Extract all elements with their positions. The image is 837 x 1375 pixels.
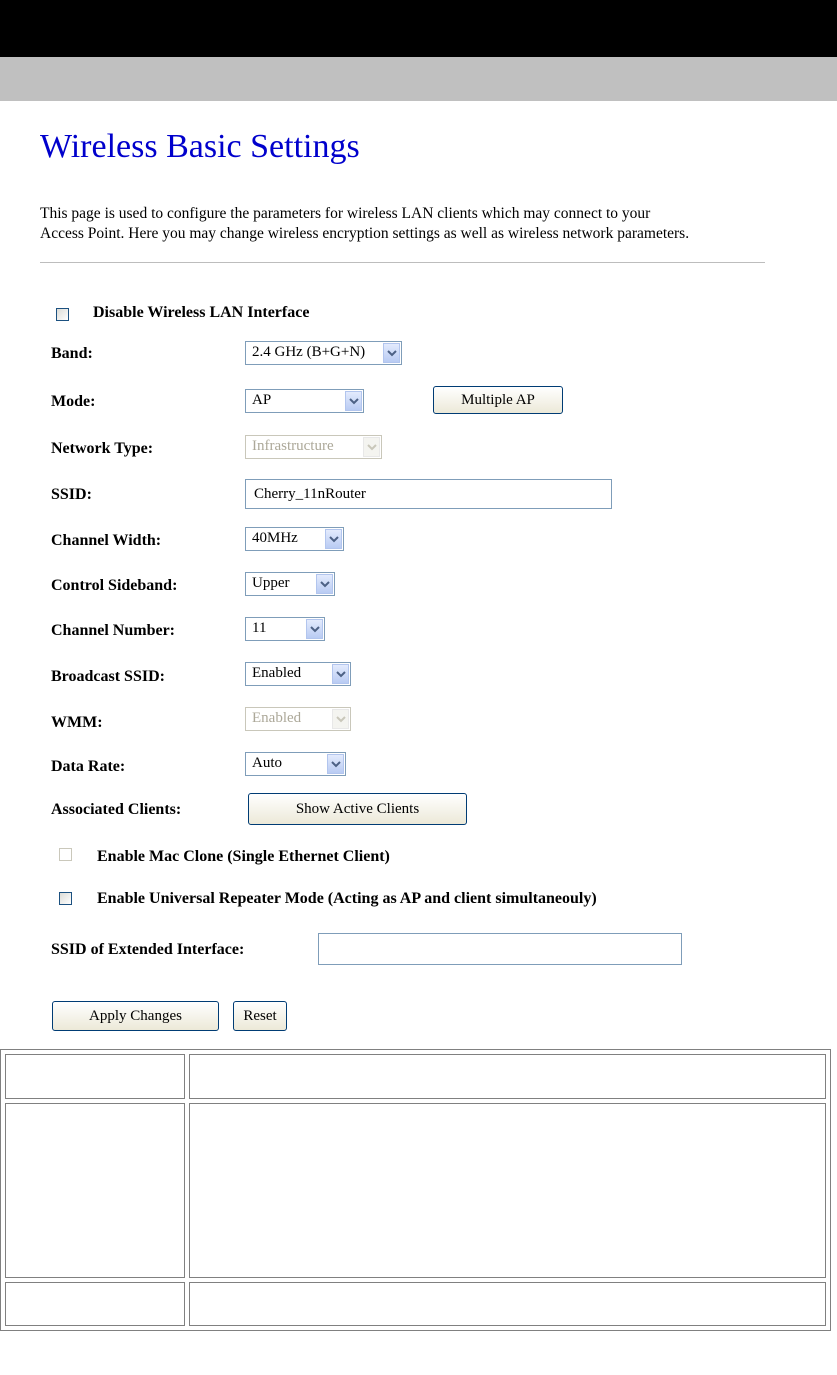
chevron-down-icon: [332, 664, 349, 684]
network-type-label: Network Type:: [51, 440, 154, 457]
table-row: [5, 1103, 826, 1278]
control-sideband-select[interactable]: [245, 572, 335, 596]
band-value: 2.4 GHz (B+G+N): [252, 344, 366, 360]
network-type-value: Infrastructure: [252, 438, 334, 454]
description-line-1: This page is used to configure the parameters for wireless LAN clients which may connect to your: [40, 205, 651, 222]
chevron-down-icon: [383, 343, 400, 363]
band-select[interactable]: [245, 341, 402, 365]
channel-number-value: 11: [252, 620, 267, 636]
chevron-down-icon: [327, 754, 344, 774]
page-title: Wireless Basic Settings: [40, 128, 360, 165]
data-rate-value: Auto: [252, 755, 282, 771]
table-cell: [5, 1054, 185, 1099]
wmm-label: WMM:: [51, 714, 103, 731]
band-label: Band:: [51, 345, 93, 362]
chevron-down-icon: [332, 709, 349, 729]
wmm-value: Enabled: [252, 710, 302, 726]
control-sideband-value: Upper: [252, 575, 290, 591]
multiple-ap-button[interactable]: Multiple AP: [433, 386, 563, 414]
wmm-select[interactable]: [245, 707, 351, 731]
network-type-select[interactable]: [245, 435, 382, 459]
mode-value: AP: [252, 392, 272, 408]
info-table: [0, 1049, 831, 1331]
channel-width-value: 40MHz: [252, 530, 298, 546]
broadcast-ssid-label: Broadcast SSID:: [51, 668, 165, 685]
broadcast-ssid-select[interactable]: [245, 662, 351, 686]
top-banner: [0, 0, 837, 57]
menu-bar: [0, 57, 837, 101]
ssid-field[interactable]: [245, 479, 612, 509]
data-rate-label: Data Rate:: [51, 758, 126, 775]
chevron-down-icon: [363, 437, 380, 457]
channel-width-label: Channel Width:: [51, 532, 162, 549]
associated-clients-label: Associated Clients:: [51, 801, 182, 818]
table-cell: [5, 1103, 185, 1278]
extended-ssid-field[interactable]: [318, 933, 682, 965]
broadcast-ssid-value: Enabled: [252, 665, 302, 681]
disable-wlan-checkbox[interactable]: [56, 308, 69, 321]
table-row: [5, 1054, 826, 1099]
divider: [40, 262, 765, 263]
table-cell: [189, 1282, 826, 1326]
channel-number-select[interactable]: [245, 617, 325, 641]
ssid-input[interactable]: [246, 480, 611, 508]
control-sideband-label: Control Sideband:: [51, 577, 178, 594]
table-cell: [189, 1103, 826, 1278]
extended-ssid-input[interactable]: [319, 934, 681, 964]
mode-select[interactable]: [245, 389, 364, 413]
channel-number-label: Channel Number:: [51, 622, 176, 639]
page-description: [40, 204, 830, 244]
reset-button[interactable]: Reset: [233, 1001, 287, 1031]
show-active-clients-button[interactable]: Show Active Clients: [248, 793, 467, 825]
mac-clone-checkbox[interactable]: [59, 848, 72, 861]
mode-label: Mode:: [51, 393, 96, 410]
ssid-label: SSID:: [51, 486, 92, 503]
chevron-down-icon: [316, 574, 333, 594]
table-cell: [189, 1054, 826, 1099]
channel-width-select[interactable]: [245, 527, 344, 551]
apply-changes-button[interactable]: Apply Changes: [52, 1001, 219, 1031]
chevron-down-icon: [325, 529, 342, 549]
data-rate-select[interactable]: [245, 752, 346, 776]
universal-repeater-checkbox[interactable]: [59, 892, 72, 905]
description-line-2: Access Point. Here you may change wireless encryption settings as well as wireless network parameters.: [40, 225, 690, 242]
table-cell: [5, 1282, 185, 1326]
table-row: [5, 1282, 826, 1326]
extended-ssid-label: SSID of Extended Interface:: [51, 941, 245, 958]
chevron-down-icon: [345, 391, 362, 411]
universal-repeater-label: Enable Universal Repeater Mode (Acting as AP and client simultaneouly): [97, 890, 597, 907]
disable-wlan-label: Disable Wireless LAN Interface: [93, 304, 310, 321]
chevron-down-icon: [306, 619, 323, 639]
mac-clone-label: Enable Mac Clone (Single Ethernet Client): [97, 848, 390, 865]
